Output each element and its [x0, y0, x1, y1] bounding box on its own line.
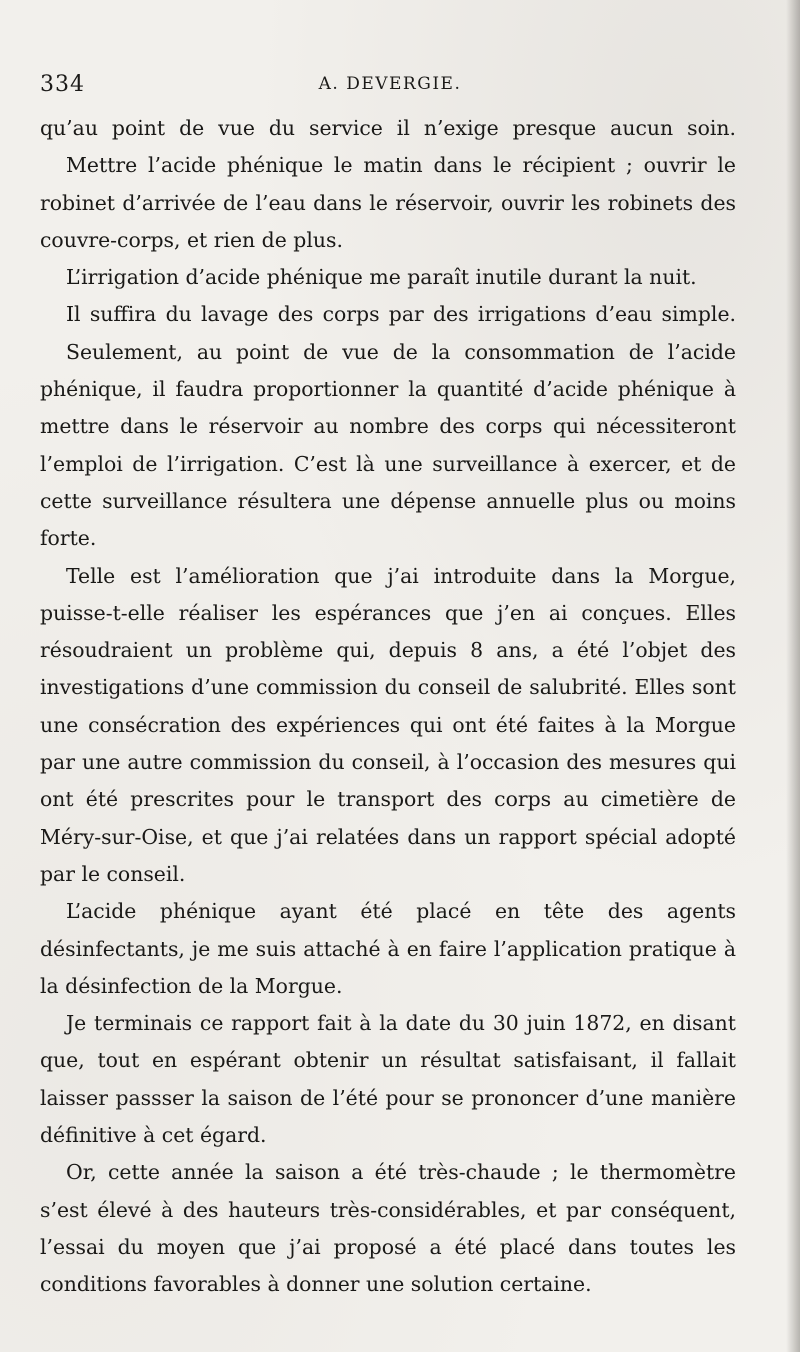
- paragraph-4: Il suffira du lavage des corps par des irrigations d’eau simple.: [66, 302, 736, 327]
- paragraph-1: qu’au point de vue du service il n’exige presque aucun soin.: [40, 116, 736, 140]
- page-number: 334: [40, 72, 85, 97]
- body-text: [40, 110, 736, 1304]
- paragraph-5: Seulement, au point de vue de la consommation de l’acide phénique, il faudra proportionner la quantité d’acide phénique à mettre dans le réservoir au nombre des corps qui nécessiteront l’emploi de l’irrigation. C’est là une surveillance à exercer, et de cette surveillance résultera une dépense annuelle plus ou moins forte.: [40, 339, 736, 551]
- page-header: [40, 72, 740, 104]
- paragraph-3: L’irrigation d’acide phénique me paraît inutile durant la nuit.: [66, 265, 697, 290]
- paragraph-9: Or, cette année la saison a été très-chaude ; le thermomètre s’est élevé à des hauteurs très-considérables, et par conséquent, l’essai du moyen que j’ai proposé a été placé dans toutes les conditions favorables à donner une solution certaine.: [40, 1160, 736, 1297]
- paragraph-7: L’acide phénique ayant été placé en tête des agents désinfectants, je me suis attaché à en faire l’application pratique à la désinfection de la Morgue.: [40, 899, 736, 998]
- running-head: A. DEVERGIE.: [318, 74, 462, 94]
- page-edge-shadow: [786, 0, 800, 1352]
- paragraph-6: Telle est l’amélioration que j’ai introduite dans la Morgue, puisse-t-elle réaliser les espérances que j’en ai conçues. Elles résoudraient un problème qui, depuis 8 ans, a été l’objet des investigations d’une commission du conseil de salubrité. Elles sont une consécration des expériences qui ont été faites à la Morgue par une autre commission du conseil, à l’occasion des mesures qui ont été prescrites pour le transport des corps au cimetière de Méry-sur-Oise, et que j’ai relatées dans un rapport spécial adopté par le conseil.: [40, 563, 736, 886]
- paragraph-8: Je terminais ce rapport fait à la date du 30 juin 1872, en disant que, tout en espérant obtenir un résultat satisfaisant, il fallait laisser passser la saison de l’été pour se prononcer d’une manière définitive à cet égard.: [40, 1011, 736, 1148]
- paragraph-2: Mettre l’acide phénique le matin dans le récipient ; ouvrir le robinet d’arrivée de l’eau dans le réservoir, ouvrir les robinets des couvre-corps, et rien de plus.: [40, 153, 736, 252]
